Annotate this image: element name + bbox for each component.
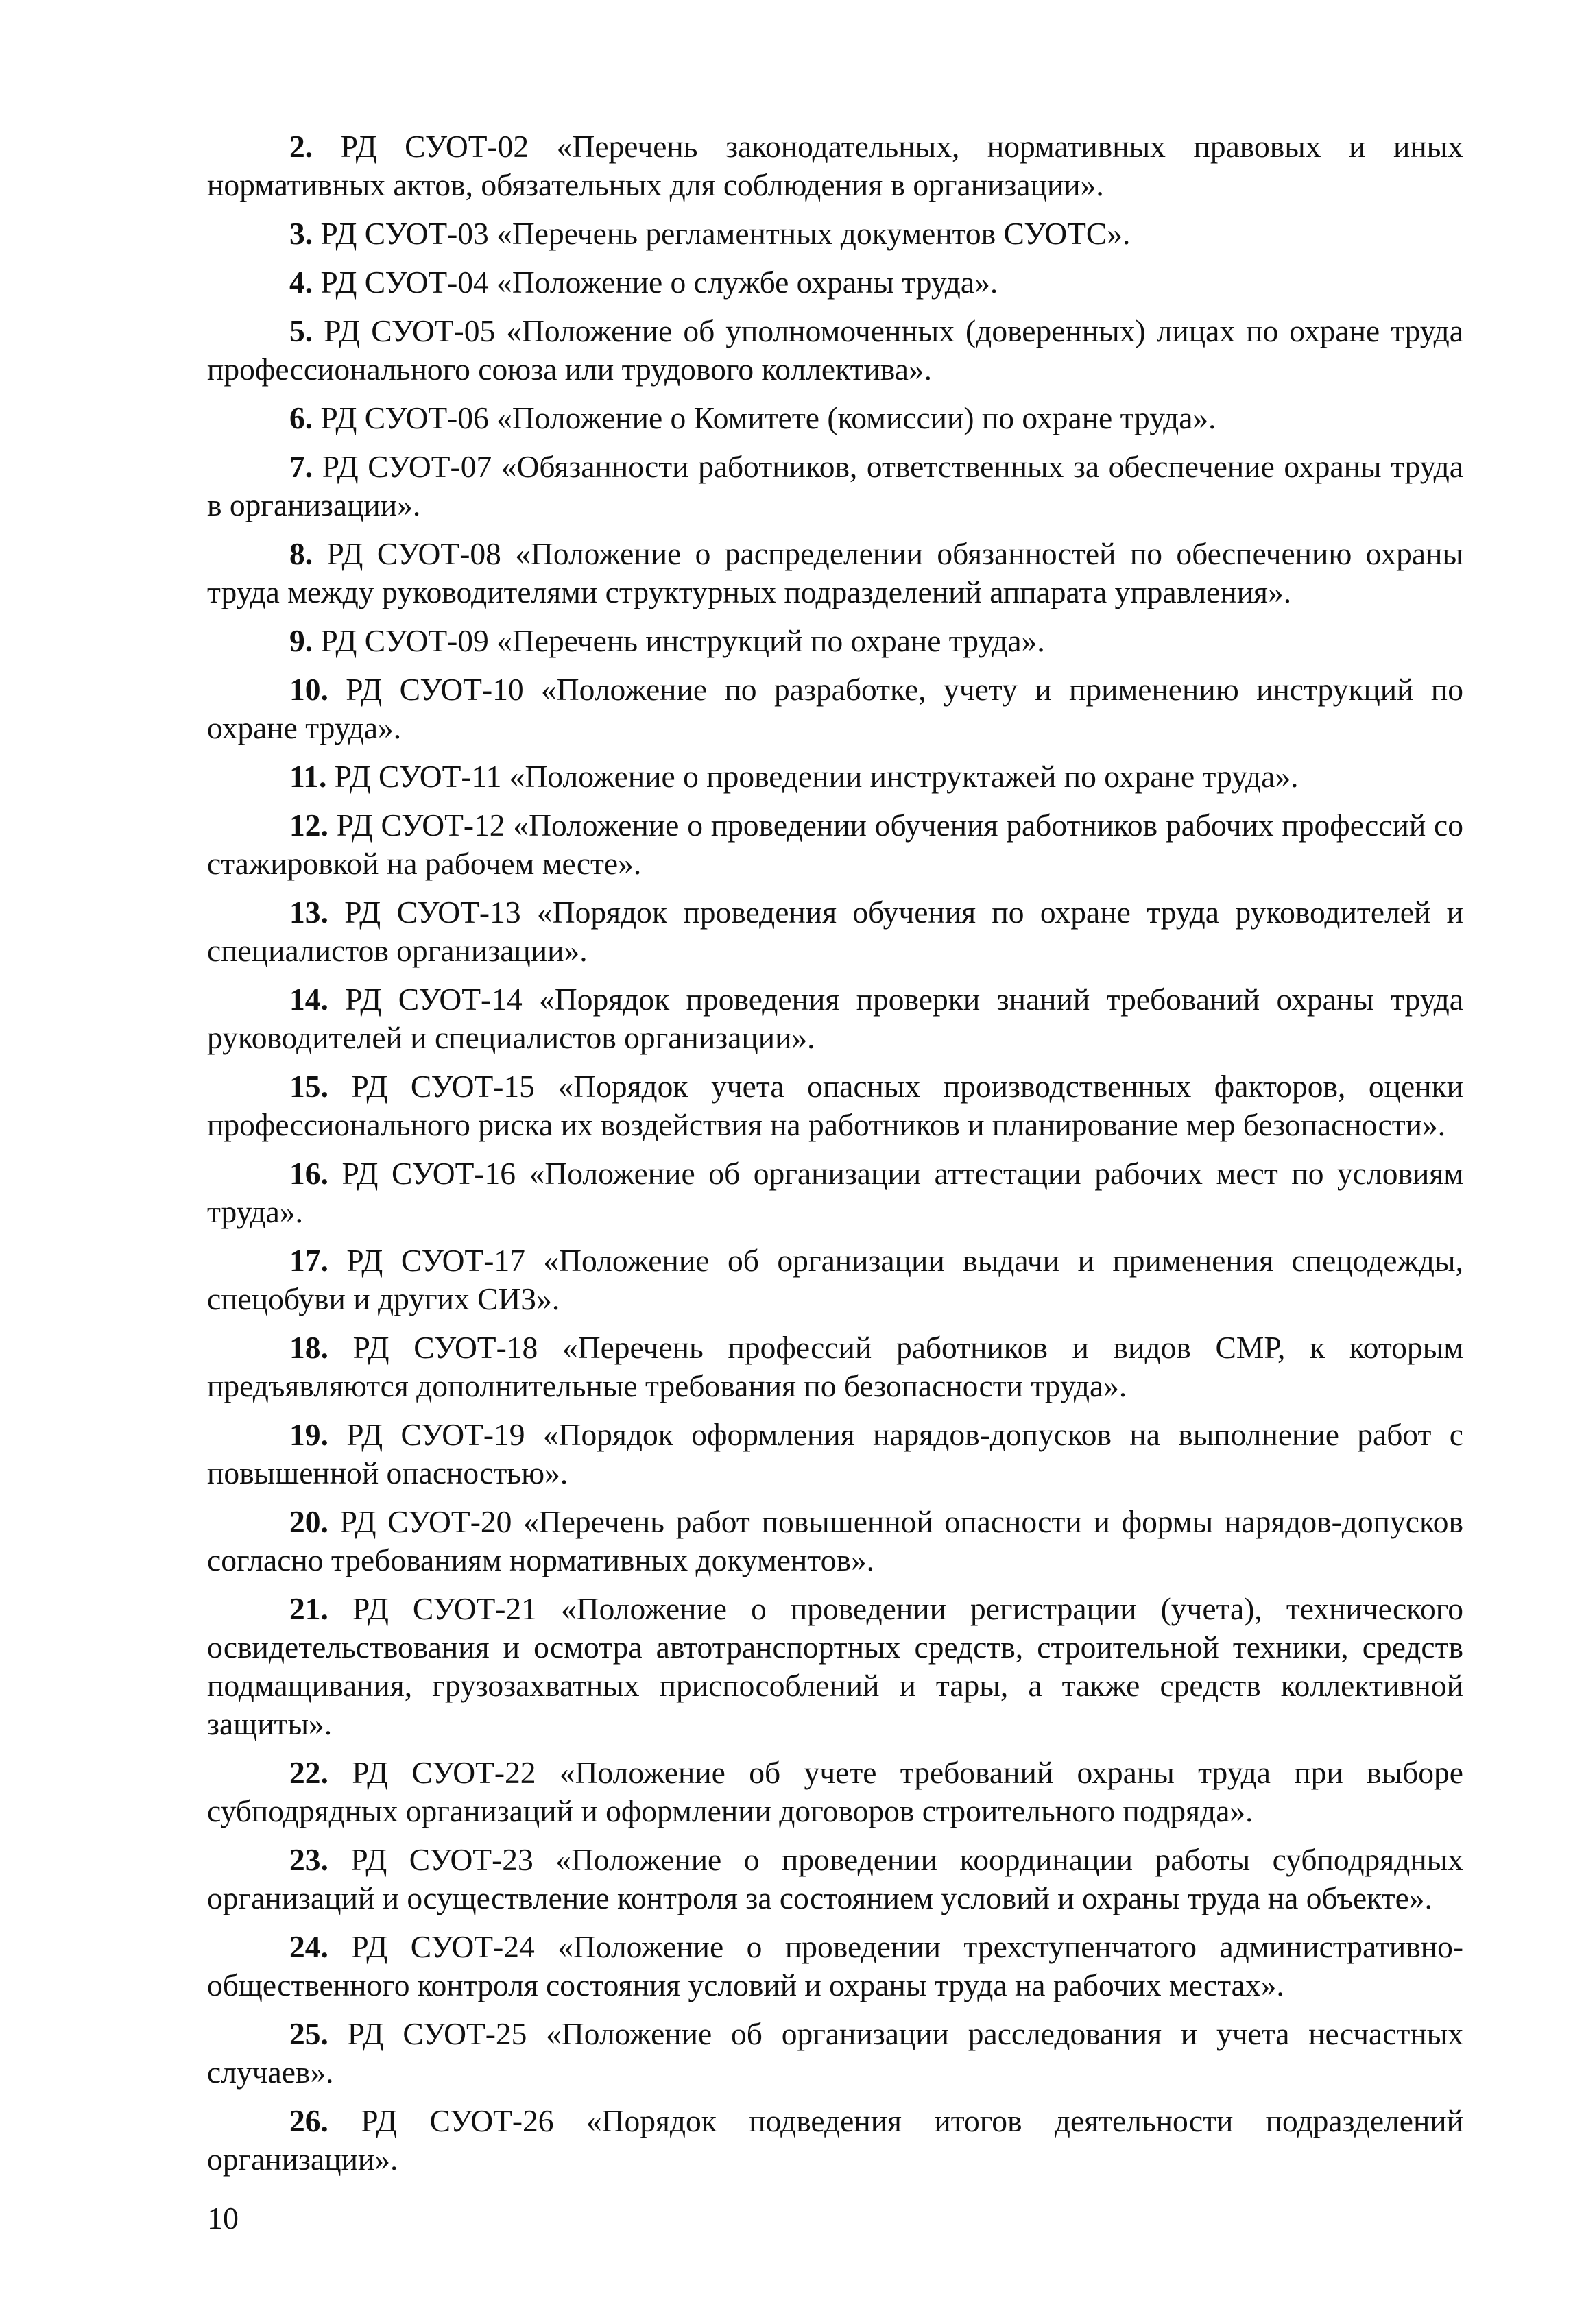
item-number: 9. bbox=[289, 623, 313, 658]
item-number: 2. bbox=[289, 129, 313, 164]
list-item bbox=[207, 1590, 1463, 1743]
item-number: 15. bbox=[289, 1069, 328, 1104]
item-number: 24. bbox=[289, 1929, 328, 1964]
item-text: РД СУОТ-05 «Положение об уполномоченных (доверенных) лицах по охране труда профессионального союза или трудового коллектива». bbox=[207, 313, 1464, 387]
item-text: РД СУОТ-23 «Положение о проведении координации работы субподрядных организаций и осуществление контроля за состоянием условий и охраны труда на объекте». bbox=[207, 1842, 1463, 1915]
item-text: РД СУОТ-04 «Положение о службе охраны труда». bbox=[320, 265, 998, 300]
list-item bbox=[207, 1067, 1463, 1144]
item-text: РД СУОТ-15 «Порядок учета опасных производственных факторов, оценки профессионального риска их воздействия на работников и планирование мер безопасности». bbox=[207, 1069, 1463, 1142]
list-item bbox=[207, 128, 1463, 204]
item-number: 11. bbox=[289, 759, 327, 794]
list-item bbox=[207, 1503, 1463, 1579]
item-number: 17. bbox=[289, 1243, 328, 1278]
list-item bbox=[207, 215, 1463, 253]
list-item bbox=[207, 2015, 1463, 2092]
item-number: 14. bbox=[289, 982, 328, 1017]
item-text: РД СУОТ-11 «Положение о проведении инструктажей по охране труда». bbox=[334, 759, 1299, 794]
item-text: РД СУОТ-14 «Порядок проведения проверки знаний требований охраны труда руководителей и специалистов организации». bbox=[207, 982, 1463, 1055]
item-number: 12. bbox=[289, 808, 328, 843]
item-text: РД СУОТ-13 «Порядок проведения обучения по охране труда руководителей и специалистов организации». bbox=[207, 895, 1463, 968]
list-item bbox=[207, 806, 1463, 883]
item-number: 18. bbox=[289, 1330, 328, 1365]
item-number: 4. bbox=[289, 265, 313, 300]
list-item bbox=[207, 622, 1463, 660]
list-item bbox=[207, 535, 1463, 612]
item-number: 26. bbox=[289, 2103, 328, 2138]
item-text: РД СУОТ-10 «Положение по разработке, учету и применению инструкций по охране труда». bbox=[207, 672, 1464, 745]
item-text: РД СУОТ-07 «Обязанности работников, ответственных за обеспечение охраны труда в организации». bbox=[207, 449, 1463, 522]
item-text: РД СУОТ-12 «Положение о проведении обучения работников рабочих профессий со стажировкой на рабочем месте». bbox=[207, 808, 1463, 881]
item-text: РД СУОТ-19 «Порядок оформления нарядов-допусков на выполнение работ с повышенной опасностью». bbox=[207, 1417, 1463, 1490]
item-text: РД СУОТ-02 «Перечень законодательных, нормативных правовых и иных нормативных актов, обязательных для соблюдения в организации». bbox=[207, 129, 1464, 202]
list-item bbox=[207, 1928, 1463, 2005]
item-number: 22. bbox=[289, 1755, 328, 1790]
item-text: РД СУОТ-03 «Перечень регламентных документов СУОТС». bbox=[320, 216, 1131, 251]
list-item bbox=[207, 312, 1463, 389]
item-number: 3. bbox=[289, 216, 313, 251]
page-number: 10 bbox=[207, 2201, 239, 2236]
list-item bbox=[207, 263, 1463, 302]
item-text: РД СУОТ-06 «Положение о Комитете (комиссии) по охране труда». bbox=[320, 400, 1216, 435]
list-item bbox=[207, 1329, 1463, 1405]
list-item bbox=[207, 893, 1463, 970]
item-text: РД СУОТ-25 «Положение об организации расследования и учета несчастных случаев». bbox=[207, 2016, 1463, 2090]
list-item bbox=[207, 1754, 1463, 1830]
item-text: РД СУОТ-21 «Положение о проведении регистрации (учета), технического освидетельствования и осмотра автотранспортных средств, строительной техники, средств подмащивания, грузозахватных приспособлений и тары, а также средств коллективной защиты». bbox=[207, 1591, 1463, 1741]
item-number: 19. bbox=[289, 1417, 328, 1452]
item-text: РД СУОТ-24 «Положение о проведении трехступенчатого административно-общественного контроля состояния условий и охраны труда на рабочих местах». bbox=[207, 1929, 1463, 2002]
list-item bbox=[207, 399, 1463, 437]
item-number: 6. bbox=[289, 400, 313, 435]
document-body bbox=[207, 128, 1463, 2189]
list-item bbox=[207, 1242, 1463, 1318]
item-text: РД СУОТ-16 «Положение об организации аттестации рабочих мест по условиям труда». bbox=[207, 1156, 1464, 1229]
item-text: РД СУОТ-26 «Порядок подведения итогов деятельности подразделений организации». bbox=[207, 2103, 1463, 2177]
item-text: РД СУОТ-17 «Положение об организации выдачи и применения спецодежды, спецобуви и других СИЗ». bbox=[207, 1243, 1464, 1316]
item-number: 5. bbox=[289, 313, 313, 348]
list-item bbox=[207, 448, 1463, 524]
list-item bbox=[207, 2102, 1463, 2179]
list-item bbox=[207, 1841, 1463, 1917]
item-text: РД СУОТ-20 «Перечень работ повышенной опасности и формы нарядов-допусков согласно требованиям нормативных документов». bbox=[207, 1504, 1464, 1577]
item-number: 8. bbox=[289, 536, 313, 571]
item-text: РД СУОТ-09 «Перечень инструкций по охране труда». bbox=[320, 623, 1045, 658]
list-item bbox=[207, 670, 1463, 747]
list-item bbox=[207, 980, 1463, 1057]
item-number: 23. bbox=[289, 1842, 328, 1877]
item-number: 13. bbox=[289, 895, 328, 930]
item-number: 25. bbox=[289, 2016, 328, 2051]
list-item bbox=[207, 1416, 1463, 1492]
item-text: РД СУОТ-22 «Положение об учете требований охраны труда при выборе субподрядных организаций и оформлении договоров строительного подряда». bbox=[207, 1755, 1464, 1828]
list-item bbox=[207, 1154, 1463, 1231]
item-number: 21. bbox=[289, 1591, 328, 1626]
item-text: РД СУОТ-18 «Перечень профессий работников и видов СМР, к которым предъявляются дополнительные требования по безопасности труда». bbox=[207, 1330, 1464, 1403]
item-number: 16. bbox=[289, 1156, 328, 1191]
item-number: 10. bbox=[289, 672, 328, 707]
item-number: 20. bbox=[289, 1504, 328, 1539]
item-text: РД СУОТ-08 «Положение о распределении обязанностей по обеспечению охраны труда между руководителями структурных подразделений аппарата управления». bbox=[207, 536, 1463, 609]
list-item bbox=[207, 758, 1463, 796]
item-number: 7. bbox=[289, 449, 313, 484]
